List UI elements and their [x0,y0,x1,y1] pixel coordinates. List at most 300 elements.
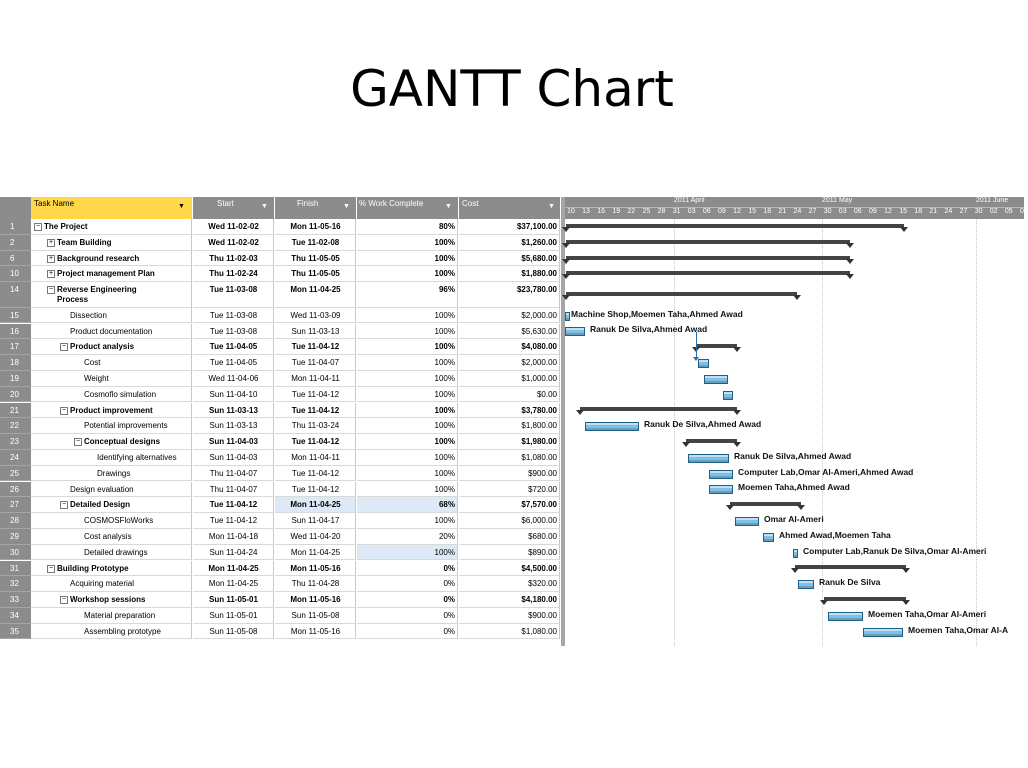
table-row[interactable] [0,592,561,608]
start-date: Sun 11-05-01 [209,610,258,620]
summary-bar[interactable] [730,502,801,506]
work-complete: 100% [434,452,455,462]
row-number-cell [0,355,31,371]
table-row[interactable] [0,529,561,545]
start-date: Tue 11-04-12 [209,500,258,510]
task-bar[interactable] [798,580,814,589]
finish-date: Wed 11-03-09 [290,310,341,320]
task-bar[interactable] [565,327,585,336]
summary-cap-icon [902,568,910,573]
summary-bar[interactable] [566,256,850,260]
expand-icon[interactable]: + [48,270,54,278]
finish-date: Tue 11-04-12 [291,389,340,399]
row-number-cell [0,466,31,482]
row-number: 33 [10,595,19,605]
row-number-cell [0,266,31,282]
column-header-work-complete[interactable] [357,197,458,219]
dependency-link [696,332,697,360]
row-number: 30 [10,547,19,557]
row-number: 27 [10,500,19,510]
task-name: Project management Plan [57,269,155,279]
task-bar[interactable] [763,533,774,542]
resource-name-label: Computer Lab,Omar Al-Ameri,Ahmed Awad [738,466,914,477]
resource-name-label: Ranuk De Silva [819,577,881,588]
task-bar[interactable] [704,375,728,384]
timescale-day: 06 [853,208,862,215]
task-name: Product improvement [70,405,153,415]
collapse-icon[interactable]: − [48,564,54,572]
timescale-day: 21 [929,208,938,215]
timescale-day: 18 [914,208,923,215]
finish-date: Mon 11-04-25 [290,547,341,557]
row-number-cell [0,387,31,403]
start-date: Thu 11-04-07 [209,468,258,478]
task-bar[interactable] [565,312,570,321]
summary-cap-icon [846,274,854,279]
task-name: Weight [84,373,109,383]
row-number-cell [0,529,31,545]
row-number-cell [0,497,31,513]
table-row[interactable] [0,355,561,371]
summary-cap-icon [791,568,799,573]
row-number: 31 [10,563,19,573]
start-date: Tue 11-04-05 [209,342,258,352]
work-complete: 100% [434,468,455,478]
summary-bar[interactable] [580,407,737,411]
collapse-icon[interactable]: − [61,406,67,414]
task-name: Acquiring material [70,579,135,589]
resource-name-label: Ahmed Awad,Moemen Taha [779,529,891,540]
task-bar[interactable] [709,470,733,479]
table-row[interactable] [0,561,561,577]
row-number: 26 [10,484,19,494]
cost-value: $900.00 [528,610,557,620]
row-number-cell [0,434,31,450]
work-complete: 100% [434,310,455,320]
timescale-day: 13 [582,208,590,215]
task-name: Cost analysis [84,531,132,541]
cost-value: $7,570.00 [521,500,557,510]
cost-value: $1,880.00 [521,269,557,279]
timescale-day: 25 [642,208,651,215]
row-number-cell [0,219,31,235]
start-date: Tue 11-04-12 [209,516,258,526]
row-number: 2 [10,237,15,247]
row-number: 19 [10,373,19,383]
column-header-start[interactable] [193,197,274,219]
timescale-day: 27 [959,208,968,215]
task-name: Assembling prototype [84,626,161,636]
timescale-day: 09 [718,208,726,215]
task-bar[interactable] [709,485,733,494]
timescale-header [565,197,1028,219]
task-name: Detailed drawings [84,547,148,557]
task-name: Detailed Design [70,500,131,510]
column-header-start-label: Start [217,199,234,208]
finish-date: Mon 11-04-25 [290,285,341,295]
summary-cap-icon [846,259,854,264]
summary-cap-icon [902,600,910,605]
finish-date: Thu 11-05-05 [291,253,340,263]
finish-date: Mon 11-04-11 [291,452,340,462]
cost-value: $320.00 [528,579,557,589]
table-row[interactable] [0,324,561,340]
timescale-day: 28 [657,208,666,215]
table-row[interactable] [0,371,561,387]
summary-cap-icon [733,442,741,447]
task-bar[interactable] [688,454,729,463]
task-name: Cost [84,358,101,368]
work-complete: 0% [443,626,455,636]
cost-value: $6,000.00 [521,516,557,526]
row-number-cell [0,592,31,608]
resource-name-label: Moemen Taha,Omar Al-Ameri [868,608,987,619]
work-complete: 100% [434,358,455,368]
summary-cap-icon [900,227,908,232]
summary-bar[interactable] [824,597,906,601]
finish-date: Mon 11-05-16 [290,595,341,605]
cost-value: $5,680.00 [521,253,557,263]
row-number: 22 [10,421,19,431]
finish-date: Tue 11-04-12 [291,405,340,415]
row-number: 14 [10,285,19,295]
summary-bar[interactable] [686,439,737,443]
work-complete: 100% [434,437,455,447]
month-gridline [976,219,977,646]
start-date: Sun 11-04-03 [209,452,258,462]
resource-name-label: Computer Lab,Ranuk De Silva,Omar Al-Ameri [803,545,987,556]
summary-cap-icon [846,243,854,248]
work-complete: 100% [434,253,455,263]
timescale-day: 24 [944,208,953,215]
task-bar[interactable] [793,549,798,558]
row-number-cell [0,513,31,529]
timescale-month: 2011 May [822,197,853,204]
filter-arrow-icon[interactable]: ▼ [343,203,350,210]
work-complete: 80% [438,222,455,231]
cost-value: $2,000.00 [521,310,557,320]
summary-cap-icon [562,227,570,232]
task-name: Background research [57,253,140,263]
task-name-continued: Process [57,295,89,305]
task-bar[interactable] [863,628,903,637]
finish-date: Tue 11-04-12 [291,437,340,447]
summary-cap-icon [733,410,741,415]
row-number-cell [0,576,31,592]
work-complete: 0% [443,563,455,573]
summary-cap-icon [576,410,584,415]
summary-cap-icon [797,505,805,510]
timescale-day: 06 [702,208,711,215]
start-date: Tue 11-03-08 [209,326,258,336]
summary-cap-icon [562,274,570,279]
filter-arrow-icon[interactable]: ▼ [445,203,452,210]
collapse-icon[interactable]: − [35,223,41,230]
table-row[interactable] [0,339,561,355]
cost-value: $4,500.00 [521,563,557,573]
finish-date: Mon 11-05-16 [290,626,341,636]
task-bar[interactable] [698,359,709,368]
view-splitter[interactable] [561,197,565,646]
work-complete: 100% [434,342,455,352]
work-complete: 100% [434,516,455,526]
finish-date: Thu 11-04-28 [291,579,340,589]
table-row[interactable] [0,608,561,624]
work-complete: 68% [438,500,455,510]
table-row[interactable] [0,450,561,466]
finish-date: Thu 11-03-24 [291,421,340,431]
finish-date: Sun 11-05-08 [291,610,340,620]
timescale-day: 09 [869,208,877,215]
task-name: Design evaluation [70,484,134,494]
resource-name-label: Ranuk De Silva,Ahmed Awad [734,450,852,461]
row-number-cell [0,235,31,251]
timescale-day: 10 [567,208,575,215]
finish-date: Sun 11-04-17 [291,516,340,526]
cost-value: $680.00 [528,531,557,541]
cost-value: $890.00 [528,547,557,557]
task-name: Cosmoflo simulation [84,389,157,399]
table-row[interactable] [0,497,561,513]
task-name: Potential improvements [84,421,168,431]
timescale-day: 30 [823,208,832,215]
column-header-task-name[interactable] [31,197,192,219]
cost-value: $2,000.00 [521,358,557,368]
task-name: Dissection [70,310,107,320]
filter-arrow-icon[interactable]: ▼ [261,203,268,210]
timescale-day: 19 [612,208,621,215]
cost-value: $4,080.00 [521,342,557,352]
cost-value: $37,100.00 [516,222,557,231]
task-bar[interactable] [828,612,863,621]
timescale-day: 03 [838,208,847,215]
row-number-cell [0,482,31,498]
cost-value: $0.00 [536,389,557,399]
row-number-cell [0,282,31,308]
cost-value: $4,180.00 [521,595,557,605]
start-date: Sun 11-05-08 [209,626,258,636]
month-gridline [674,219,675,646]
row-number-cell [0,561,31,577]
row-number: 21 [10,405,19,415]
task-bar[interactable] [585,422,639,431]
finish-date: Mon 11-04-25 [290,500,341,510]
filter-arrow-icon[interactable]: ▼ [178,203,185,210]
task-name: Building Prototype [57,563,129,573]
timescale-day: 12 [733,208,741,215]
row-number: 18 [10,358,19,368]
timescale-day: 02 [989,208,998,215]
cost-value: $1,800.00 [521,421,557,431]
arrow-down-icon [693,357,699,361]
table-row[interactable] [0,513,561,529]
table-row[interactable] [0,387,561,403]
resource-name-label: Machine Shop,Moemen Taha,Ahmed Awad [571,308,743,319]
work-complete: 100% [434,547,455,557]
slide-title: GANTT Chart [350,60,674,118]
row-number: 32 [10,579,19,589]
row-number: 34 [10,610,19,620]
task-bar[interactable] [723,391,733,400]
cost-value: $1,260.00 [521,237,557,247]
table-row[interactable] [0,251,561,267]
table-row[interactable] [0,466,561,482]
task-name: Team Building [57,237,112,247]
table-row[interactable] [0,545,561,561]
cost-value: $5,630.00 [521,326,557,336]
finish-date: Mon 11-05-16 [290,222,341,231]
resource-name-label: Moemen Taha,Omar Al-A [908,624,1009,635]
header-id-column [0,197,31,219]
table-row[interactable] [0,434,561,450]
collapse-icon[interactable]: − [61,343,67,351]
table-row[interactable] [0,219,561,235]
timescale-month: 2011 June [976,197,1009,204]
row-number: 20 [10,389,19,399]
summary-bar[interactable] [795,565,906,569]
work-complete: 100% [434,389,455,399]
work-complete: 0% [443,595,455,605]
start-date: Mon 11-04-25 [208,563,259,573]
row-number: 17 [10,342,19,352]
start-date: Tue 11-03-08 [209,285,258,295]
column-header-cost[interactable] [459,197,560,219]
summary-bar[interactable] [566,271,850,275]
filter-arrow-icon[interactable]: ▼ [548,203,555,210]
row-number-cell [0,339,31,355]
task-name: Drawings [97,468,131,478]
work-complete: 100% [434,326,455,336]
work-complete: 100% [434,237,455,247]
timescale-day: 16 [597,208,605,215]
task-name: Reverse Engineering [57,285,137,295]
row-number-cell [0,371,31,387]
table-row[interactable] [0,282,561,308]
finish-date: Tue 11-04-12 [291,342,340,352]
start-date: Wed 11-02-02 [208,237,259,247]
table-row[interactable] [0,624,561,640]
timescale-day: 27 [808,208,817,215]
task-name: Material preparation [84,610,156,620]
table-row[interactable] [0,266,561,282]
timescale-day: 03 [687,208,696,215]
row-number-cell [0,403,31,419]
work-complete: 100% [434,405,455,415]
column-header-finish[interactable] [275,197,356,219]
work-complete: 0% [443,579,455,589]
summary-cap-icon [682,442,690,447]
table-row[interactable] [0,482,561,498]
finish-date: Tue 11-04-12 [291,484,340,494]
summary-bar[interactable] [566,240,850,244]
collapse-icon[interactable]: − [48,286,54,294]
column-header-work-complete-label: % Work Complete [359,199,424,208]
collapse-icon[interactable]: − [61,596,67,604]
task-name: Workshop sessions [70,595,146,605]
task-name: Product analysis [70,342,135,352]
task-name: The Project [44,222,88,231]
resource-name-label: Moemen Taha,Ahmed Awad [738,482,850,493]
row-number: 10 [10,269,19,279]
finish-date: Mon 11-05-16 [290,563,341,573]
start-date: Sun 11-04-03 [209,437,258,447]
expand-icon[interactable]: + [48,238,54,246]
task-bar[interactable] [735,517,759,526]
finish-date: Mon 11-04-11 [291,373,340,383]
cost-value: $1,980.00 [521,437,557,447]
start-date: Sun 11-04-24 [209,547,258,557]
column-header-finish-label: Finish [297,199,319,208]
start-date: Wed 11-02-02 [208,222,259,231]
resource-name-label: Ranuk De Silva,Ahmed Awad [644,419,762,430]
table-row[interactable] [0,308,561,324]
start-date: Thu 11-02-24 [209,269,258,279]
timescale-day: 08 [1020,208,1028,215]
timescale-day: 12 [884,208,892,215]
timescale-day: 15 [748,208,756,215]
table-row[interactable] [0,235,561,251]
expand-icon[interactable]: + [48,254,54,262]
row-number-cell [0,608,31,624]
row-number: 15 [10,310,19,320]
collapse-icon[interactable]: − [61,501,67,509]
finish-date: Tue 11-02-08 [291,237,340,247]
row-number-cell [0,324,31,340]
start-date: Sun 11-04-10 [209,389,258,399]
timescale-day: 22 [627,208,636,215]
work-complete: 0% [443,610,455,620]
cost-value: $23,780.00 [516,285,557,295]
table-row[interactable] [0,576,561,592]
finish-date: Sun 11-03-13 [291,326,340,336]
task-name: COSMOSFloWorks [84,516,154,526]
start-date: Thu 11-04-07 [209,484,258,494]
work-complete: 100% [434,269,455,279]
summary-bar[interactable] [696,344,737,348]
summary-cap-icon [562,295,570,300]
start-date: Tue 11-04-05 [209,358,258,368]
timescale-day: 24 [793,208,802,215]
table-row[interactable] [0,403,561,419]
row-number: 16 [10,326,19,336]
start-date: Sun 11-03-13 [209,405,258,415]
timescale-day: 15 [899,208,907,215]
timescale-day: 21 [778,208,787,215]
row-number-cell [0,624,31,640]
start-date: Sun 11-05-01 [209,595,258,605]
work-complete: 20% [438,531,455,541]
summary-bar[interactable] [566,224,904,228]
column-header-task-label: Task Name [34,199,75,208]
start-date: Wed 11-04-06 [208,373,259,383]
task-name: Conceptual designs [84,437,161,447]
row-number-cell [0,545,31,561]
start-date: Sun 11-03-13 [209,421,258,431]
cost-value: $1,080.00 [521,452,557,462]
timescale-day: 30 [974,208,983,215]
collapse-icon[interactable]: − [75,438,81,446]
task-name: Identifying alternatives [97,452,177,462]
summary-bar[interactable] [566,292,797,296]
work-complete: 100% [434,373,455,383]
work-complete: 96% [438,285,455,295]
summary-cap-icon [562,259,570,264]
table-row[interactable] [0,418,561,434]
grid-cell [31,355,192,371]
grid-cell [31,371,192,387]
cost-value: $3,780.00 [521,405,557,415]
row-number-cell [0,251,31,267]
